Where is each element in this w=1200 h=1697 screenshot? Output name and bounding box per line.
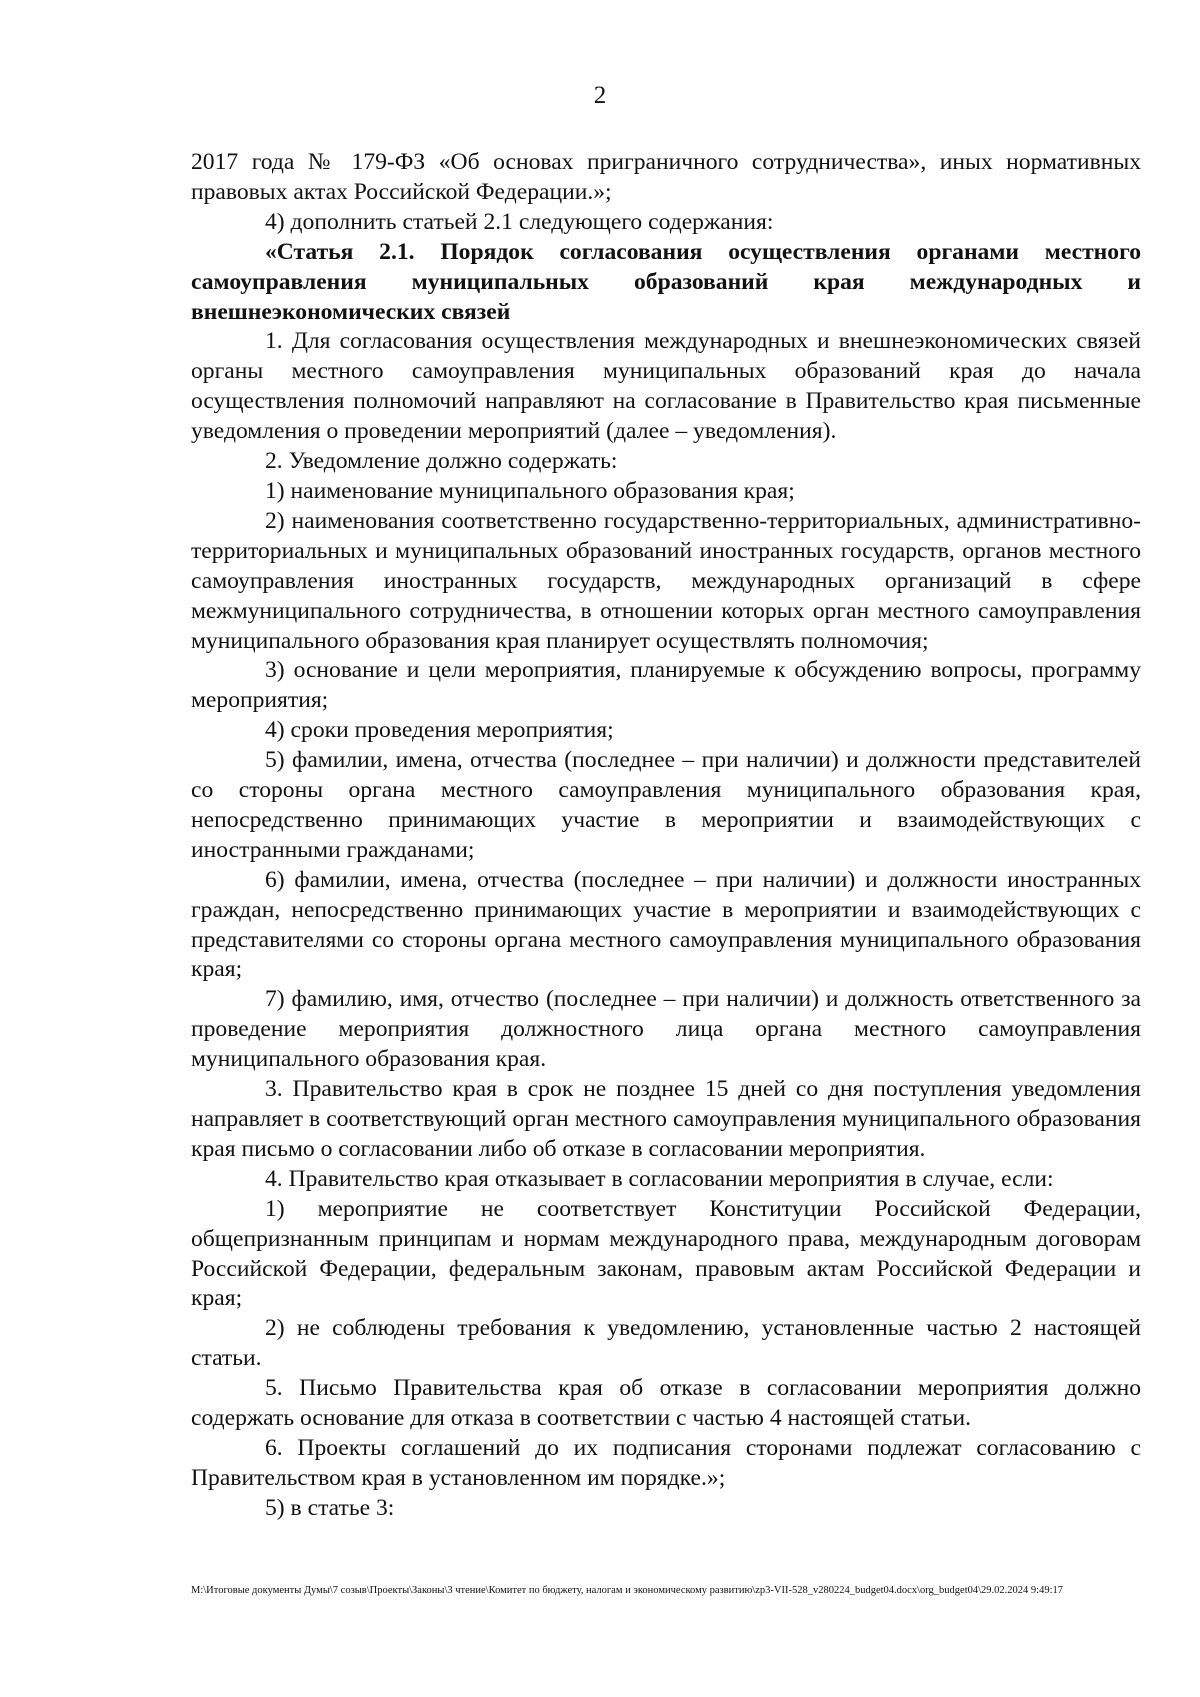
page-number: 2 <box>593 82 607 109</box>
file-path-footer: M:\Итоговые документы Думы\7 созыв\Проекты\Законы\3 чтение\Комитет по бюджету, налогам и экономическому развитию\zp3-VII-528_v280224_budget04.docx\org_budget04\29.02.2024 9:49:17 <box>191 1585 1063 1596</box>
list-item: 4) сроки проведения мероприятия; <box>265 717 614 744</box>
paragraph: 2. Уведомление должно содержать: <box>265 448 618 475</box>
list-item: 7) фамилию, имя, отчество (последнее – при наличии) и должность ответственного за проведение мероприятия должностного лица органа местного самоуправления муниципального образования края. <box>191 986 1141 1073</box>
paragraph: 5. Письмо Правительства края об отказе в согласовании мероприятия должно содержать основание для отказа в соответствии с частью 4 настоящей статьи. <box>191 1375 1141 1432</box>
list-item: 6) фамилии, имена, отчества (последнее – при наличии) и должности иностранных граждан, непосредственно принимающих участие в мероприятии и взаимодействующих с представителями со стороны органа местного самоуправления муниципального образования края; <box>191 866 1141 983</box>
list-item: 5) фамилии, имена, отчества (последнее – при наличии) и должности представителей со стороны органа местного самоуправления муниципального образования края, непосредственно принимающих участие в мероприятии и взаимодействующих с иностранными гражданами; <box>191 747 1141 863</box>
list-item: 1) наименование муниципального образования края; <box>265 477 795 504</box>
list-item: 2) наименования соответственно государственно-территориальных, административно-территориальных и муниципальных образований иностранных государств, органов местного самоуправления иностранных государств, международных организаций в сфере межмуниципального сотрудничества, в отношении которых орган местного самоуправления муниципального образования края планирует осуществлять полномочия; <box>191 507 1141 654</box>
list-item: 2) не соблюдены требования к уведомлению, установленные частью 2 настоящей статьи. <box>191 1315 1141 1372</box>
list-item: 1) мероприятие не соответствует Конституции Российской Федерации, общепризнанным принципам и нормам международного права, международным договорам Российской Федерации, федеральным законам, правовым актам Российской Федерации и края; <box>191 1195 1141 1312</box>
paragraph: 2017 года № 179-ФЗ «Об основах приграничного сотрудничества», иных нормативных правовых актах Российской Федерации.»; <box>191 149 1141 205</box>
paragraph: 3. Правительство края в срок не позднее 15 дней со дня поступления уведомления направляет в соответствующий орган местного самоуправления муниципального образования края письмо о согласовании либо об отказе в согласовании мероприятия. <box>191 1076 1141 1162</box>
paragraph: 4) дополнить статьей 2.1 следующего содержания: <box>265 208 774 235</box>
document-body <box>191 148 1141 1524</box>
list-item: 5) в статье 3: <box>265 1494 395 1521</box>
paragraph: 1. Для согласования осуществления международных и внешнеэкономических связей органы местного самоуправления муниципальных образований края до начала осуществления полномочий направляют на согласование в Правительство края письменные уведомления о проведении мероприятий (далее – уведомления). <box>191 328 1141 445</box>
list-item: 3) основание и цели мероприятия, планируемые к обсуждению вопросы, программу мероприятия; <box>191 657 1141 714</box>
paragraph: 6. Проекты соглашений до их подписания сторонами подлежат согласованию с Правительством края в установленном им порядке.»; <box>191 1434 1141 1491</box>
article-heading: «Статья 2.1. Порядок согласования осуществления органами местного самоуправления муниципальных образований края международных и внешнеэкономических связей <box>191 238 1141 325</box>
paragraph: 4. Правительство края отказывает в согласовании мероприятия в случае, если: <box>265 1165 1054 1192</box>
